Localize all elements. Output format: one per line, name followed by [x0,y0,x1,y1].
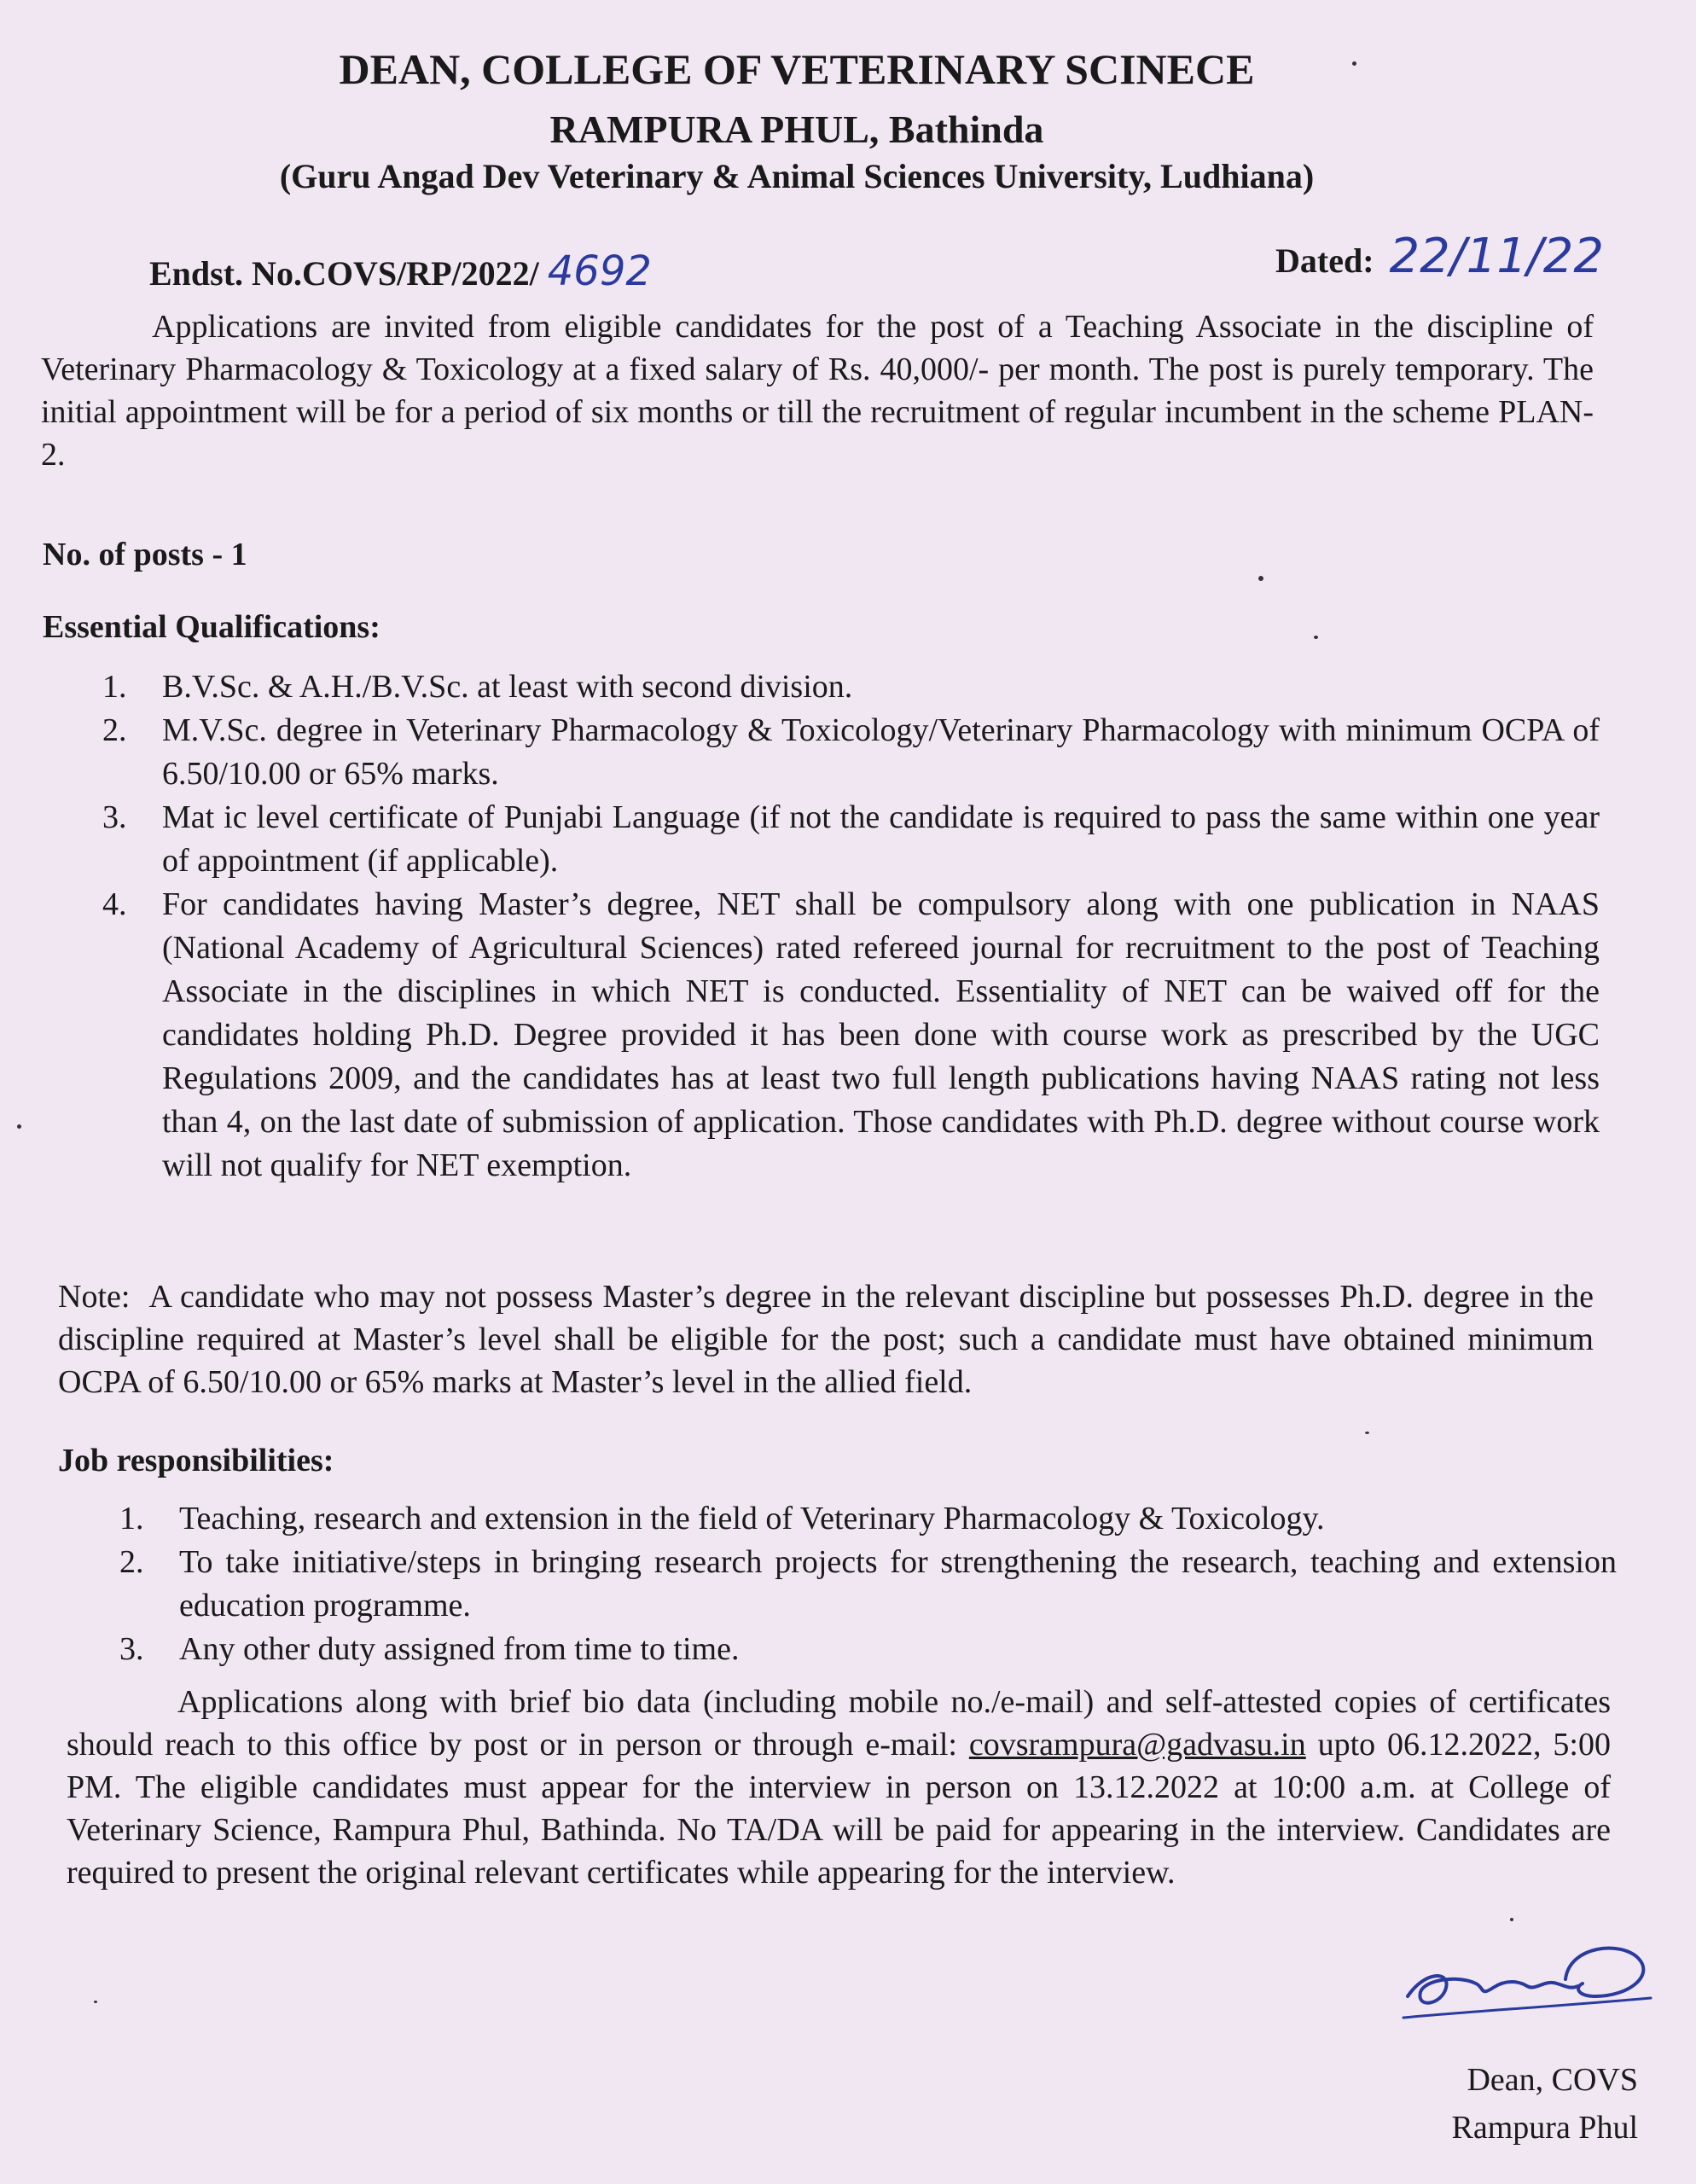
signature-scribble [1399,1937,1655,2030]
list-item: 1. B.V.Sc. & A.H./B.V.Sc. at least with second division. [102,669,853,705]
essential-qualifications-heading: Essential Qualifications: [43,609,380,645]
header-line-2: RAMPURA PHUL, Bathinda [549,107,1044,151]
list-item: 2. To take initiative/steps in bringing research projects for strengthening the research, teaching and extension education programme. [119,1544,1617,1623]
scan-speck [1365,1432,1369,1434]
endorsement-handwritten-number: 4692 [547,247,652,295]
list-item: 2. M.V.Sc. degree in Veterinary Pharmacology & Toxicology/Veterinary Pharmacology with minimum OCPA of 6.50/10.00 or 65% marks. [102,712,1600,792]
list-item: 1. Teaching, research and extension in the field of Veterinary Pharmacology & Toxicology. [119,1501,1325,1536]
note-paragraph [58,1275,1594,1403]
posts-count: No. of posts - 1 [43,537,247,572]
essential-qualifications-list [102,665,1600,1188]
scan-speck [1352,61,1356,66]
note-text: A candidate who may not possess Master’s degree in the relevant discipline but possesses Ph.D. degree in the discipline required at Master’s level shall be eligible for the post; such a candidate must have obtained minimum OCPA of 6.50/10.00 or 65% marks at Master’s level in the allied field. [58,1279,1594,1400]
list-item: 3. Mat ic level certificate of Punjabi Language (if not the candidate is required to pass the same within one year of appointment (if applicable). [102,799,1600,879]
scan-speck [1510,1918,1513,1921]
endorsement-label: Endst. No.COVS/RP/2022/ [149,254,539,293]
scan-speck [1314,636,1318,639]
scan-speck [94,2001,97,2003]
signature-title: Dean, COVS [1467,2062,1638,2098]
email-address: covsrampura@gadvasu.in [968,1727,1306,1763]
note-label: Note: [58,1279,131,1315]
endorsement-number [149,247,652,295]
job-responsibilities-heading: Job responsibilities: [58,1443,334,1478]
application-instructions-paragraph: Applications along with brief bio data (including mobile no./e-mail) and self-attested copies of certificates should reach to this office by post or in person or through e-mail: covsrampura@gadvasu.in upto 06.12.2022, 5:00 PM. The eligible candidates must appear for the interview in person on 13.12.2022 at 10:00 a.m. at College of Veterinary Science, Rampura Phul, Bathinda. No TA/DA will be paid for appearing in the interview. Candidates are required to present the original relevant certificates while appearing for the interview. [67,1684,1611,1891]
dated [1275,229,1604,284]
intro-paragraph: Applications are invited from eligible candidates for the post of a Teaching Associate in the discipline of Veterinary Pharmacology & Toxicology at a fixed salary of Rs. 40,000/- per month. The post is purely temporary. The initial appointment will be for a period of six months or till the recruitment of regular incumbent in the scheme PLAN-2. [41,309,1594,473]
header-line-3: (Guru Angad Dev Veterinary & Animal Sciences University, Ludhiana) [279,157,1315,195]
job-responsibilities-list [119,1497,1617,1671]
list-item: 3. Any other duty assigned from time to time. [119,1631,740,1667]
dated-handwritten-value: 22/11/22 [1389,229,1605,284]
signature-block [1382,2056,1638,2152]
scan-speck [17,1124,21,1129]
header-line-1: DEAN, COLLEGE OF VETERINARY SCINECE [339,45,1255,93]
dated-label: Dated: [1275,241,1374,280]
signature-place: Rampura Phul [1451,2110,1638,2146]
list-item: 4. For candidates having Master’s degree, NET shall be compulsory along with one publication in NAAS (National Academy of Agricultural Sciences) rated refereed journal for recruitment to the post of Teaching Associate in the disciplines in which NET is conducted. Essentiality of NET can be waived off for the candidates holding Ph.D. Degree provided it has been done with course work as prescribed by the UGC Regulations 2009, and the candidates has at least two full length publications having NAAS rating not less than 4, on the last date of submission of application. Those candidates with Ph.D. degree without course work will not qualify for NET exemption. [102,886,1600,1183]
scan-speck [1258,576,1263,581]
